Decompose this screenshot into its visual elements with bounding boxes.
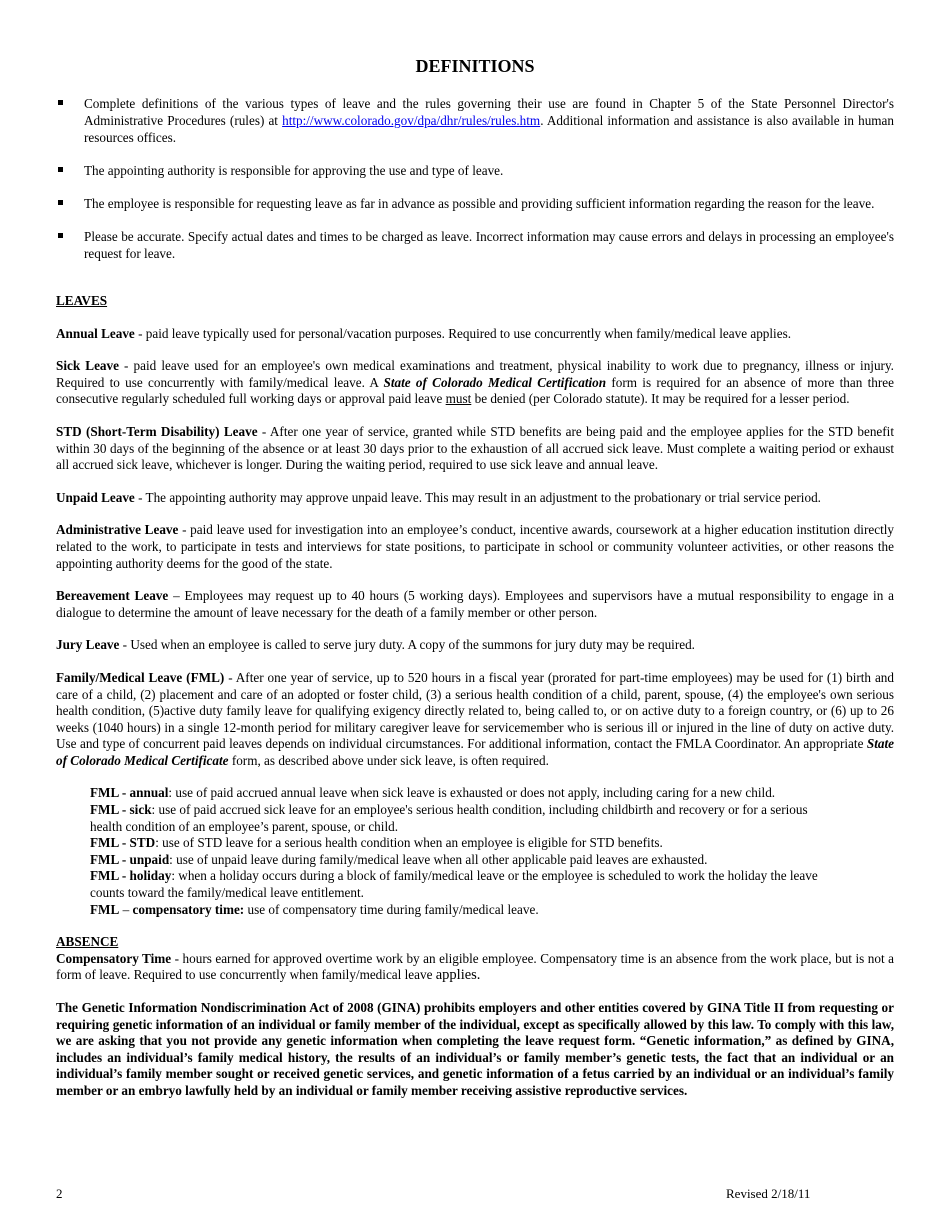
fml-std-item: FML - STD: use of STD leave for a serious health condition when an employee is eligible for STD benefits. <box>90 835 663 851</box>
administrative-leave-def: Administrative Leave - paid leave used for investigation into an employee’s conduct, incentive awards, coursework at a higher education institution directly related to the work, to participate in tests and interviews for state positions, to participate in school or community volunteer activities, or other reasons the appointing authority deems for the good of the state. <box>56 522 894 571</box>
fml-unpaid-item: FML - unpaid: use of unpaid leave during family/medical leave when all other applicable paid leaves are exhausted. <box>90 851 708 867</box>
fml-holiday-item: FML - holiday: when a holiday occurs during a block of family/medical leave or the employee is scheduled to work the holiday the leave counts toward the family/medical leave entitlement. <box>90 868 818 901</box>
bullet-item: The appointing authority is responsible for approving the use and type of leave. <box>56 162 894 179</box>
revision-date: Revised 2/18/11 <box>726 1186 811 1201</box>
bereavement-leave-def: Bereavement Leave – Employees may request up to 40 hours (5 working days). Employees and supervisors have a mutual responsibility to engage in a dialogue to determine the amount of leave necessary for the death of a family member or other person. <box>56 588 894 620</box>
page-number: 2 <box>56 1186 63 1201</box>
bullet-square-icon <box>58 100 63 105</box>
fml-sick-item: FML - sick: use of paid accrued sick leave for an employee's serious health condition, including childbirth and recovery or for a serious health condition of an employee’s parent, spouse, or child. <box>90 802 808 834</box>
annual-leave-def: Annual Leave - paid leave typically used for personal/vacation purposes. Required to use concurrently when family/medical leave applies. <box>56 325 792 341</box>
rules-link[interactable]: http://www.colorado.gov/dpa/dhr/rules/rules.htm <box>282 113 541 128</box>
absence-heading: ABSENCE <box>56 934 119 950</box>
sick-leave-def: Sick Leave - paid leave used for an employee's own medical examinations and treatment, physical inability to work due to pregnancy, illness or injury. Required to use concurrently with family/medical leave. A State of Colorado Medical Certification form is required for an absence of more than three consecutive regularly scheduled full working days or approval paid leave must be denied (per Colorado statute). It may be required for a lesser period. <box>56 358 894 407</box>
gina-notice: The Genetic Information Nondiscrimination Act of 2008 (GINA) prohibits employers and other entities covered by GINA Title II from requesting or requiring genetic information of an individual or family member of the individual, except as specifically allowed by this law. To comply with this law, we are asking that you not provide any genetic information when completing the leave request form. “Genetic information,” as defined by GINA, includes an individual’s family medical history, the results of an individual’s or family member’s genetic tests, the fact that an individual or an individual’s family member sought or received genetic services, and genetic information of a fetus carried by an individual or an individual’s family member or an embryo lawfully held by an individual or family member receiving assistive reproductive services. <box>56 1000 894 1098</box>
unpaid-leave-def: Unpaid Leave - The appointing authority may approve unpaid leave. This may result in an adjustment to the probationary or trial service period. <box>56 489 821 505</box>
bullet-square-icon <box>58 200 63 205</box>
bullet-item: Please be accurate. Specify actual dates and times to be charged as leave. Incorrect information may cause errors and delays in processing an employee's request for leave. <box>56 228 894 262</box>
bullet-square-icon <box>58 167 63 172</box>
leaves-heading: LEAVES <box>56 293 108 308</box>
bullet-item: Complete definitions of the various types of leave and the rules governing their use are found in Chapter 5 of the State Personnel Director's Administrative Procedures (rules) at http://www.colorado.gov/dpa/dhr/rules/rules.htm. Additional information and assistance is also available in human resources offices. <box>56 95 894 146</box>
bullet-square-icon <box>58 233 63 238</box>
page-title: DEFINITIONS <box>415 56 535 76</box>
fml-def: Family/Medical Leave (FML) - After one year of service, up to 520 hours in a fiscal year (prorated for part-time employees) may be used for (1) birth and care of a child, (2) placement and care of an adopted or foster child, (3) a serious health condition of a child, parent, spouse, (4) the employee's own serious health condition, (5)active duty family leave for qualifying exigency directly related to, being called to, or on active duty to a foreign country, or (6) up to 26 weeks (1040 hours) in a single 12-month period for military caregiver leave for servicemember who is serious ill or injured in the line of duty on active duty. Use and type of concurrent paid leaves depends on individual circumstances. For additional information, contact the FMLA Coordinator. An appropriate State of Colorado Medical Certificate form, as described above under sick leave, is often required. <box>56 669 894 768</box>
definitions-body <box>56 293 894 1116</box>
fml-types-list <box>90 785 840 918</box>
fml-comp-item: FML – compensatory time: use of compensatory time during family/medical leave. <box>90 901 539 917</box>
std-leave-def: STD (Short-Term Disability) Leave - After one year of service, granted while STD benefits are being paid and the employee applies for the STD benefit within 30 days of the beginning of the absence or at least 30 days prior to the exhaustion of all accrued sick leave. Must complete a waiting period or exhaust all accrued sick leave, whichever is longer. During the waiting period, required to use sick leave and annual leave. <box>56 423 894 473</box>
jury-leave-def: Jury Leave - Used when an employee is called to serve jury duty. A copy of the summons for jury duty may be required. <box>56 637 695 653</box>
intro-bullet-list <box>56 95 894 278</box>
fml-annual-item: FML - annual: use of paid accrued annual leave when sick leave is exhausted or does not apply, including caring for a new child. <box>90 785 776 801</box>
compensatory-time-def: Compensatory Time - hours earned for approved overtime work by an eligible employee. Compensatory time is an absence from the work place, but is not a form of leave. Required to use concurrently when family/medical leave applies. <box>56 950 894 984</box>
bullet-item: The employee is responsible for requesting leave as far in advance as possible and providing sufficient information regarding the reason for the leave. <box>56 195 894 212</box>
